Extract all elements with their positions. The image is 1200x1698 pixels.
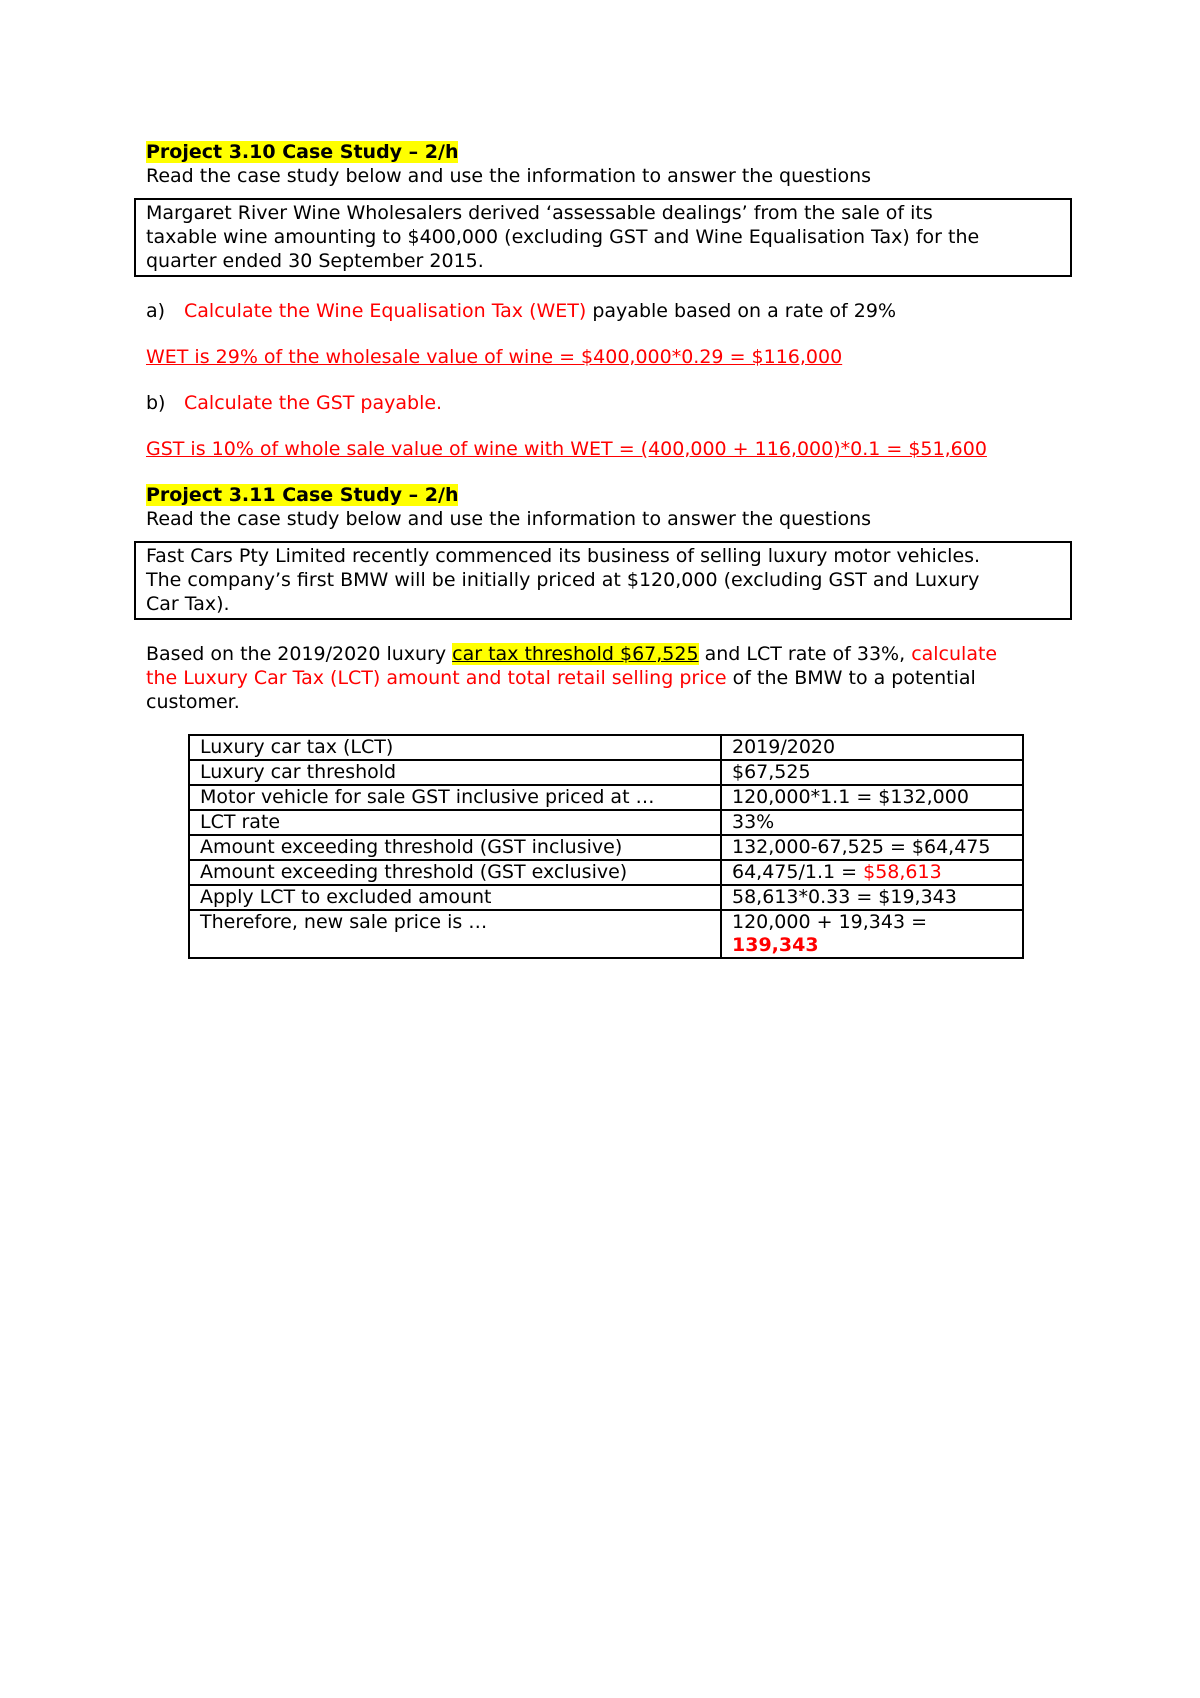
value-text: 120,000 + 19,343 = <box>732 911 928 933</box>
value-red-text: $58,613 <box>863 861 942 883</box>
table-cell-value: 33% <box>721 810 1023 835</box>
table-row <box>189 835 1023 860</box>
lct-table <box>188 734 1024 959</box>
question-a <box>146 299 1066 323</box>
question-b <box>146 391 1066 415</box>
question-label: a) <box>146 300 166 322</box>
table-cell-value: 58,613*0.33 = $19,343 <box>721 885 1023 910</box>
value-text: 64,475/1.1 = <box>732 861 864 883</box>
case-study-box <box>134 541 1072 620</box>
table-cell-value: 2019/2020 <box>721 735 1023 760</box>
task-paragraph <box>146 642 1066 714</box>
table-cell-label: Amount exceeding threshold (GST inclusive) <box>189 835 721 860</box>
table-cell-value: 120,000*1.1 = $132,000 <box>721 785 1023 810</box>
task-line: customer. <box>146 691 240 713</box>
table-cell-label: Motor vehicle for sale GST inclusive priced at … <box>189 785 721 810</box>
task-text: and LCT rate of 33%, <box>698 643 912 665</box>
case-line: The company’s first BMW will be initially priced at $120,000 (excluding GST and Luxury <box>146 569 980 591</box>
table-row <box>189 735 1023 760</box>
section-heading <box>146 140 1066 164</box>
instruction-text: Read the case study below and use the information to answer the questions <box>146 165 872 187</box>
table-cell-value <box>721 910 1023 958</box>
table-cell-value <box>721 860 1023 885</box>
threshold-highlight: car tax threshold $67,525 <box>452 643 699 665</box>
heading-highlight: Project 3.10 Case Study – 2/h <box>146 141 459 163</box>
section-heading <box>146 483 1066 507</box>
case-line: quarter ended 30 September 2015. <box>146 250 484 272</box>
answer-a: WET is 29% of the wholesale value of wine = $400,000*0.29 = $116,000 <box>146 346 843 368</box>
table-row <box>189 785 1023 810</box>
question-text: payable based on a rate of 29% <box>586 300 897 322</box>
answer-b: GST is 10% of whole sale value of wine with WET = (400,000 + 116,000)*0.1 = $51,600 <box>146 438 987 460</box>
task-red-text: the Luxury Car Tax (LCT) amount and total retail selling price <box>146 667 727 689</box>
table-row <box>189 860 1023 885</box>
case-line: Margaret River Wine Wholesalers derived ‘assessable dealings’ from the sale of its <box>146 202 933 224</box>
table-row <box>189 885 1023 910</box>
table-row <box>189 810 1023 835</box>
final-price: 139,343 <box>732 934 819 956</box>
case-line: Fast Cars Pty Limited recently commenced its business of selling luxury motor vehicles. <box>146 545 981 567</box>
table-cell-label: LCT rate <box>189 810 721 835</box>
task-text: of the BMW to a potential <box>726 667 976 689</box>
task-red-text: calculate <box>911 643 998 665</box>
table-cell-label: Luxury car threshold <box>189 760 721 785</box>
table-cell-label: Therefore, new sale price is … <box>189 910 721 958</box>
instruction-text: Read the case study below and use the information to answer the questions <box>146 508 872 530</box>
case-study-box <box>134 198 1072 277</box>
table-row <box>189 910 1023 958</box>
table-cell-label: Apply LCT to excluded amount <box>189 885 721 910</box>
task-text: Based on the 2019/2020 luxury <box>146 643 453 665</box>
document-page <box>146 140 1066 959</box>
table-cell-value: $67,525 <box>721 760 1023 785</box>
table-cell-label: Amount exceeding threshold (GST exclusive) <box>189 860 721 885</box>
table-cell-value: 132,000-67,525 = $64,475 <box>721 835 1023 860</box>
case-line: Car Tax). <box>146 593 230 615</box>
question-label: b) <box>146 392 166 414</box>
table-cell-label: Luxury car tax (LCT) <box>189 735 721 760</box>
question-red-text: Calculate the GST payable. <box>184 392 443 414</box>
question-red-text: Calculate the Wine Equalisation Tax (WET) <box>184 300 587 322</box>
heading-highlight: Project 3.11 Case Study – 2/h <box>146 484 459 506</box>
table-row <box>189 760 1023 785</box>
case-line: taxable wine amounting to $400,000 (excluding GST and Wine Equalisation Tax) for the <box>146 226 980 248</box>
task-line <box>146 642 1066 666</box>
task-line <box>146 666 1066 690</box>
